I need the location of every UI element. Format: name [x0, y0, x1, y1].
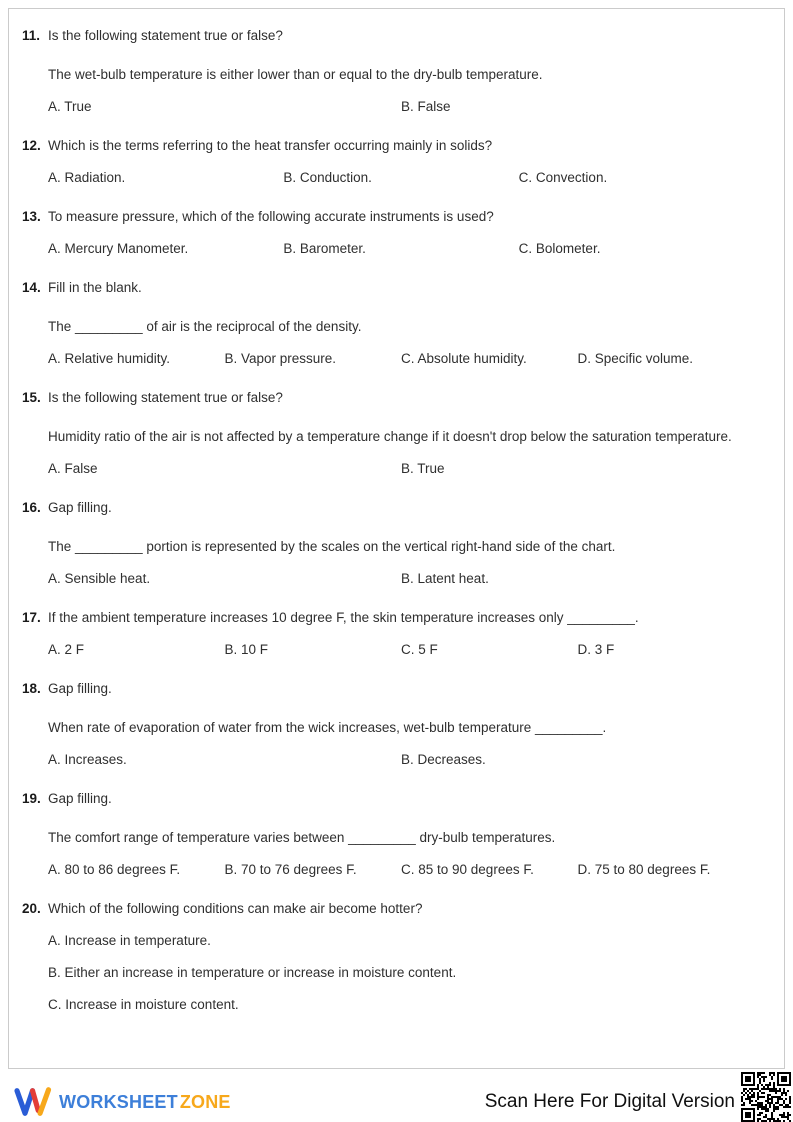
scan-here-label: Scan Here For Digital Version: [484, 1091, 735, 1112]
answer-option: A. Relative humidity.: [48, 351, 171, 366]
question-16: [22, 498, 764, 589]
answer-option: C. Bolometer.: [518, 241, 601, 256]
answer-option: D. 3 F: [577, 642, 615, 657]
worksheetzone-logo: [13, 1086, 231, 1118]
question-prompt: Fill in the blank.: [48, 280, 142, 295]
answer-options: [48, 239, 754, 259]
answer-option: B. Vapor pressure.: [224, 351, 337, 366]
answer-option: B. Latent heat.: [401, 571, 489, 586]
question-prompt: Gap filling.: [48, 791, 112, 806]
answer-options: [48, 97, 754, 117]
question-19: [22, 789, 764, 880]
question-prompt: Gap filling.: [48, 500, 112, 515]
question-11: [22, 26, 764, 117]
answer-options: [48, 750, 754, 770]
answer-option: A. Increases.: [48, 752, 127, 767]
question-number: 13.: [22, 209, 41, 224]
question-body: The wet-bulb temperature is either lower than or equal to the dry-bulb temperature.: [48, 67, 543, 82]
answer-option: C. Convection.: [518, 170, 608, 185]
answer-option: A. Increase in temperature.: [48, 933, 211, 948]
answer-option: B. False: [401, 99, 451, 114]
question-number: 17.: [22, 610, 41, 625]
question-20: [22, 899, 764, 1015]
question-number: 11.: [22, 28, 41, 43]
question-body: When rate of evaporation of water from the wick increases, wet-bulb temperature _________.: [48, 720, 607, 735]
question-number: 15.: [22, 390, 41, 405]
question-17: [22, 608, 764, 660]
answer-option: D. 75 to 80 degrees F.: [577, 862, 711, 877]
answer-option: B. Either an increase in temperature or increase in moisture content.: [48, 965, 457, 980]
question-number: 20.: [22, 901, 41, 916]
answer-option: B. 10 F: [224, 642, 269, 657]
answer-option: C. 5 F: [401, 642, 438, 657]
question-body: The comfort range of temperature varies between _________ dry-bulb temperatures.: [48, 830, 556, 845]
question-number: 19.: [22, 791, 41, 806]
answer-option: A. 80 to 86 degrees F.: [48, 862, 181, 877]
answer-options: [48, 860, 754, 880]
question-prompt: If the ambient temperature increases 10 degree F, the skin temperature increases only _________.: [48, 610, 639, 625]
question-15: [22, 388, 764, 479]
worksheetzone-w-icon: [13, 1086, 53, 1118]
page-footer: [0, 1070, 793, 1122]
answer-option: C. Absolute humidity.: [401, 351, 527, 366]
answer-option: C. Increase in moisture content.: [48, 997, 239, 1012]
answer-options: [48, 168, 754, 188]
question-body: The _________ portion is represented by the scales on the vertical right-hand side of the chart.: [48, 539, 616, 554]
question-number: 12.: [22, 138, 41, 153]
answer-options: [48, 931, 754, 1015]
question-14: [22, 278, 764, 369]
question-number: 16.: [22, 500, 41, 515]
answer-option: B. Barometer.: [283, 241, 366, 256]
answer-option: C. 85 to 90 degrees F.: [401, 862, 534, 877]
question-prompt: Is the following statement true or false?: [48, 390, 283, 405]
answer-option: B. True: [401, 461, 445, 476]
answer-options: [48, 569, 754, 589]
question-prompt: To measure pressure, which of the following accurate instruments is used?: [48, 209, 494, 224]
logo-text: [59, 1092, 231, 1113]
question-prompt: Which of the following conditions can make air become hotter?: [48, 901, 423, 916]
question-number: 14.: [22, 280, 41, 295]
answer-options: [48, 349, 754, 369]
answer-option: B. Decreases.: [401, 752, 486, 767]
answer-option: B. Conduction.: [283, 170, 372, 185]
question-number: 18.: [22, 681, 41, 696]
answer-options: [48, 640, 754, 660]
answer-options: [48, 459, 754, 479]
answer-option: A. False: [48, 461, 98, 476]
answer-option: D. Specific volume.: [577, 351, 694, 366]
worksheet-page: [8, 8, 785, 1069]
question-prompt: Is the following statement true or false?: [48, 28, 283, 43]
answer-option: A. Sensible heat.: [48, 571, 151, 586]
qr-code: [741, 1072, 791, 1122]
question-12: [22, 136, 764, 188]
answer-option: A. Mercury Manometer.: [48, 241, 189, 256]
question-prompt: Gap filling.: [48, 681, 112, 696]
question-body: Humidity ratio of the air is not affected by a temperature change if it doesn't drop below the saturation temperature.: [48, 429, 732, 444]
question-18: [22, 679, 764, 770]
answer-option: A. 2 F: [48, 642, 85, 657]
question-body: The _________ of air is the reciprocal of the density.: [48, 319, 362, 334]
logo-text-worksheet: WORKSHEET: [59, 1091, 178, 1112]
question-13: [22, 207, 764, 259]
question-prompt: Which is the terms referring to the heat transfer occurring mainly in solids?: [48, 138, 493, 153]
answer-option: B. 70 to 76 degrees F.: [224, 862, 357, 877]
logo-text-zone: ZONE: [179, 1091, 231, 1112]
answer-option: A. True: [48, 99, 92, 114]
answer-option: A. Radiation.: [48, 170, 126, 185]
